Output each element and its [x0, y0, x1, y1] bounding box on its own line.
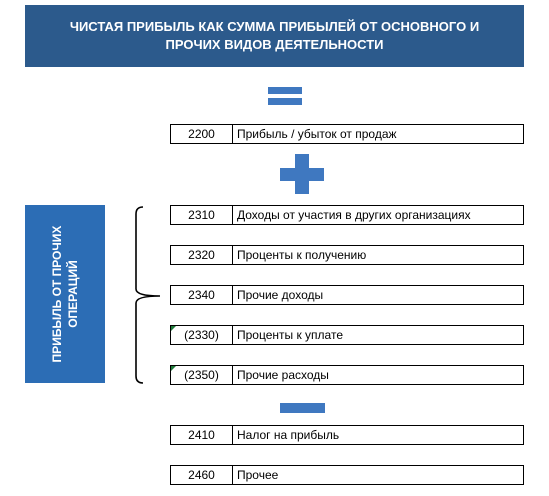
row-2460 — [170, 465, 524, 485]
flag-marker — [171, 326, 176, 331]
diagram-title: ЧИСТАЯ ПРИБЫЛЬ КАК СУММА ПРИБЫЛЕЙ ОТ ОСНОВНОГО И ПРОЧИХ ВИДОВ ДЕЯТЕЛЬНОСТИ — [25, 5, 524, 67]
other-operations-label-line1: ПРИБЫЛЬ ОТ ПРОЧИХ — [50, 225, 64, 363]
row-label: Налог на прибыль — [237, 428, 340, 442]
row-code: 2460 — [171, 466, 233, 484]
row-code-text: (2350) — [184, 368, 219, 382]
row-code: 2200 — [171, 125, 233, 143]
row-code-text: (2330) — [184, 328, 219, 342]
row-label: Прочие доходы — [237, 288, 324, 302]
row-code: 2310 — [171, 206, 233, 224]
row-2330 — [170, 325, 524, 345]
row-2350 — [170, 365, 524, 385]
row-label: Прибыль / убыток от продаж — [237, 127, 397, 141]
row-2310 — [170, 205, 524, 225]
row-label: Прочее — [237, 468, 279, 482]
other-operations-label-line2: ОПЕРАЦИЙ — [66, 260, 80, 328]
row-code: 2340 — [171, 286, 233, 304]
row-label: Проценты к получению — [237, 248, 367, 262]
row-code: 2410 — [171, 426, 233, 444]
row-2410 — [170, 425, 524, 445]
row-label: Доходы от участия в других организациях — [237, 208, 471, 222]
row-2320 — [170, 245, 524, 265]
row-code — [171, 326, 233, 344]
row-2340 — [170, 285, 524, 305]
row-code — [171, 366, 233, 384]
flag-marker — [171, 366, 176, 371]
row-label: Проценты к уплате — [237, 328, 343, 342]
row-code: 2320 — [171, 246, 233, 264]
row-label: Прочие расходы — [237, 368, 329, 382]
minus-icon — [280, 403, 325, 413]
